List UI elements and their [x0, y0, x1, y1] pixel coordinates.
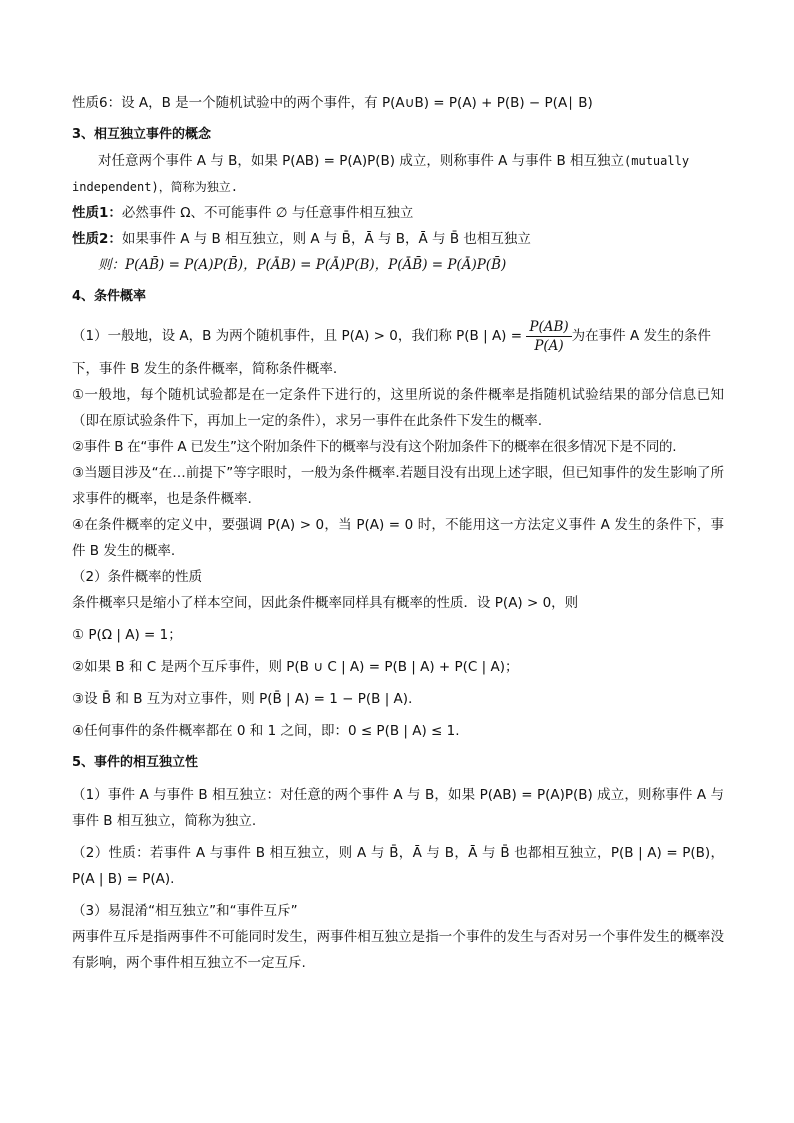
cond-def-text-a: （1）一般地，设 A，B 为两个随机事件，且 P(A) > 0，我们称 P(B | A) = — [72, 328, 523, 344]
independence-item-1: （1）事件 A 与事件 B 相互独立：对任意的两个事件 A 与 B，如果 P(AB) = P(A)P(B) 成立，则称事件 A 与事件 B 相互独立，简称为独立. — [72, 787, 724, 829]
cond-prob-properties-intro: 条件概率只是缩小了样本空间，因此条件概率同样具有概率的性质．设 P(A) > 0，则 — [72, 595, 579, 611]
property-1-line — [72, 200, 724, 226]
independence-item-3: （3）易混淆“相互独立”和“事件互斥” — [72, 903, 298, 919]
property-6-line: 性质6：设 A，B 是一个随机试验中的两个事件，有 P(A∪B) = P(A) + P(B) − P(A∣ B) — [72, 95, 593, 111]
independence-item-3-text: 两事件互斥是指两事件不可能同时发生，两事件相互独立是指一个事件的发生与否对另一个事件发生的概率没有影响，两个事件相互独立不一定互斥. — [72, 929, 724, 971]
cond-def-cont: 下，事件 B 发生的条件概率，简称条件概率. — [72, 361, 338, 377]
cond-prop-3: ③设 B̄ 和 B 互为对立事件，则 P(B̄ | A) = 1 − P(B | A)． — [72, 691, 422, 707]
cond-prop-1: ① P(Ω | A) = 1； — [72, 627, 182, 643]
cond-prob-fraction — [526, 318, 571, 355]
section-4-heading: 4、条件概率 — [72, 289, 147, 304]
cond-def-text-b: 为在事件 A 发生的条件 — [571, 328, 711, 344]
independence-item-2: （2）性质：若事件 A 与事件 B 相互独立，则 A 与 B̄，Ā 与 B，Ā 与 B̄ 也都相互独立，P(B | A) = P(B)，P(A | B) = P(A). — [72, 845, 724, 887]
property-2-formulas: 则：P(AB̄) = P(A)P(B̄)，P(ĀB) = P(Ā)P(B)，P(ĀB̄) = P(Ā)P(B̄) — [98, 257, 507, 273]
conditional-probability-definition — [72, 316, 724, 356]
fraction-numerator: P(AB) — [526, 318, 571, 337]
section-5-heading: 5、事件的相互独立性 — [72, 755, 199, 770]
cond-prop-4: ④任何事件的条件概率都在 0 和 1 之间，即：0 ≤ P(B | A) ≤ 1. — [72, 723, 460, 739]
note-4: ④在条件概率的定义中，要强调 P(A) > 0，当 P(A) = 0 时，不能用这一方法定义事件 A 发生的条件下，事件 B 发生的概率. — [72, 517, 724, 559]
independence-definition-text: 对任意两个事件 A 与 B，如果 P(AB) = P(A)P(B) 成立，则称事件 A 与事件 B 相互独立 — [98, 153, 625, 169]
property-1-text: 必然事件 Ω、不可能事件 ∅ 与任意事件相互独立 — [121, 205, 414, 221]
property-2-line — [72, 226, 724, 252]
cond-prob-properties-title: （2）条件概率的性质 — [72, 569, 203, 585]
note-2: ②事件 B 在“事件 A 已发生”这个附加条件下的概率与没有这个附加条件下的概率在很多情况下是不同的. — [72, 439, 677, 455]
note-1: ①一般地，每个随机试验都是在一定条件下进行的，这里所说的条件概率是指随机试验结果的部分信息已知（即在原试验条件下，再加上一定的条件），求另一事件在此条件下发生的概率. — [72, 387, 724, 429]
section-3-heading: 3、相互独立事件的概念 — [72, 127, 212, 142]
property-1-label: 性质1： — [72, 205, 122, 221]
note-3: ③当题目涉及“在…前提下”等字眼时，一般为条件概率.若题目没有出现上述字眼，但已知事件的发生影响了所求事件的概率，也是条件概率. — [72, 465, 724, 507]
mutually-text: (mutually — [624, 154, 690, 168]
property-2-text: 如果事件 A 与 B 相互独立，则 A 与 B̄，Ā 与 B，Ā 与 B̄ 也相互独立 — [121, 231, 531, 247]
fraction-denominator: P(A) — [534, 337, 564, 354]
cond-prop-2: ②如果 B 和 C 是两个互斥事件，则 P(B ∪ C | A) = P(B | A) + P(C | A)； — [72, 659, 519, 675]
independent-text: independent)，简称为独立. — [72, 180, 238, 194]
property-2-label: 性质2： — [72, 231, 122, 247]
independence-definition-line — [72, 148, 724, 174]
document-page — [72, 90, 724, 976]
independence-definition-cont — [72, 174, 724, 200]
